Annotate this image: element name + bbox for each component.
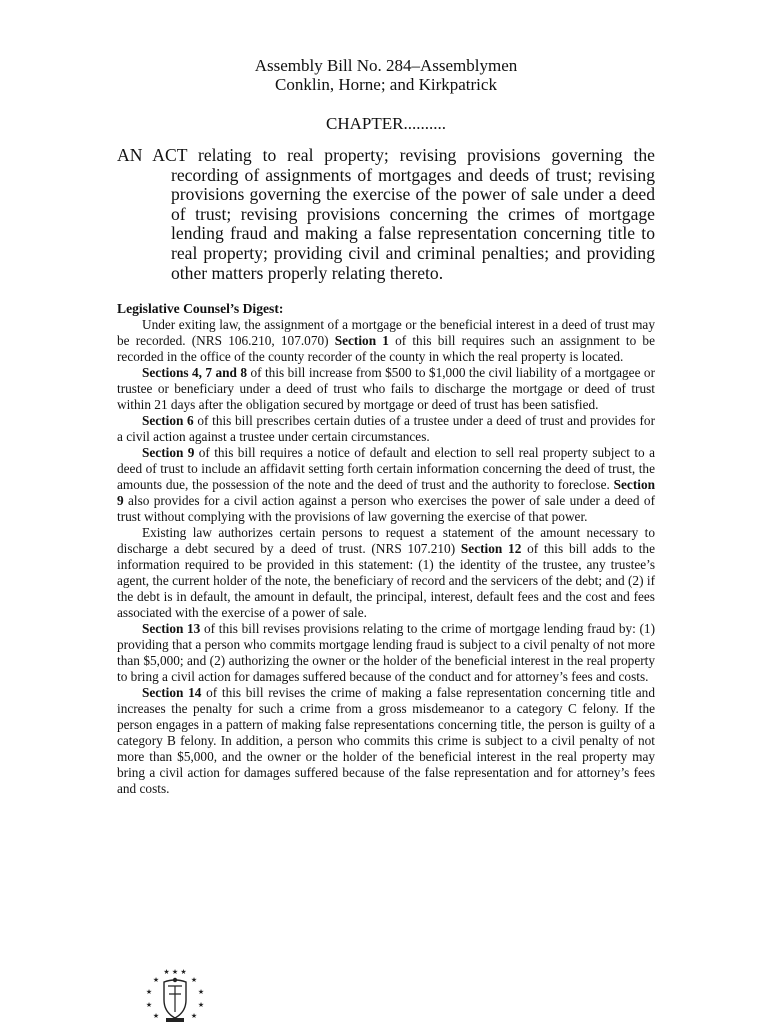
- svg-text:★: ★: [145, 1001, 153, 1009]
- digest-heading: Legislative Counsel’s Digest:: [117, 301, 284, 317]
- digest-paragraph: Section 14 of this bill revises the crime of making a false representation concerning title and increases the penalty for such a crime from a gross misdemeanor to a category C felony. If the person engages in a pattern of making false representations concerning title, the person is guilty of a category B felony. In addition, a person who commits this crime is subject to a civil penalty of not more than $5,000, and the owner or the holder of the beneficial interest in the real property may bring a civil action for damages suffered because of the false representation and for attorney’s fees and costs.: [117, 685, 655, 797]
- digest-paragraph: Section 9 of this bill requires a notice of default and election to sell real property subject to a deed of trust to include an affidavit setting forth certain information concerning the deed of trust, the amounts due, the possession of the note and the deed of trust and the authority to foreclose. Section 9 also provides for a civil action against a person who exercises the power of sale under a deed of trust without complying with the provisions of law governing the exercise of that power.: [117, 445, 655, 525]
- svg-text:★: ★: [197, 1001, 205, 1009]
- bill-sponsors: Conklin, Horne; and Kirkpatrick: [275, 75, 497, 94]
- digest-paragraph: Under exiting law, the assignment of a mortgage or the beneficial interest in a deed of trust may be recorded. (NRS 106.210, 107.070) Section 1 of this bill requires such an assignment to be recorded in the office of the county recorder of the county in which the real property is located.: [117, 317, 655, 365]
- svg-text:★: ★: [190, 1012, 198, 1020]
- legislative-digest: [117, 301, 655, 797]
- svg-text:★: ★: [152, 976, 160, 984]
- digest-paragraph: Section 6 of this bill prescribes certain duties of a trustee under a deed of trust and provides for a civil action against a trustee under certain circumstances.: [117, 413, 655, 445]
- svg-text:★: ★: [197, 988, 205, 996]
- svg-text:★: ★: [145, 988, 153, 996]
- svg-text:★: ★: [190, 976, 198, 984]
- state-seal-icon: [142, 966, 208, 1024]
- act-title: AN ACT relating to real property; revising provisions governing the recording of assignments of mortgages and deeds of trust; revising provisions governing the exercise of the power of sale under a deed of trust; revising provisions concerning the crimes of mortgage lending fraud and making a false representation concerning title to real property; providing civil and criminal penalties; and providing other matters properly relating thereto.: [117, 145, 655, 283]
- bill-number: Assembly Bill No. 284–Assemblymen: [254, 56, 518, 75]
- chapter-label: CHAPTER..........: [326, 114, 446, 133]
- digest-paragraph: Sections 4, 7 and 8 of this bill increase from $500 to $1,000 the civil liability of a mortgagee or trustee or beneficiary under a deed of trust who fails to discharge the mortgage or deed of trust within 21 days after the obligation secured by mortgage or deed of trust has been satisfied.: [117, 365, 656, 413]
- digest-paragraph: Section 13 of this bill revises provisions relating to the crime of mortgage lending fraud by: (1) providing that a person who commits mortgage lending fraud is subject to a civil penalty of not more than $5,000; and (2) authorizing the owner or the holder of the beneficial interest in the real property to bring a civil action for damages suffered because of the conduct and for attorney’s fees and costs.: [117, 621, 655, 685]
- svg-text:★ ★ ★: ★ ★ ★: [163, 968, 187, 976]
- bill-page: [117, 56, 655, 797]
- svg-text:★: ★: [152, 1012, 160, 1020]
- digest-paragraph: Existing law authorizes certain persons to request a statement of the amount necessary to discharge a debt secured by a deed of trust. (NRS 107.210) Section 12 of this bill adds to the information required to be provided in this statement: (1) the identity of the trustee, any trustee’s agent, the current holder of the note, the beneficiary of record and the servicers of the debt; and (2) if the debt is in default, the amount in default, the principal, interest, default fees and the cost and fees associated with the exercise of a power of sale.: [117, 525, 655, 621]
